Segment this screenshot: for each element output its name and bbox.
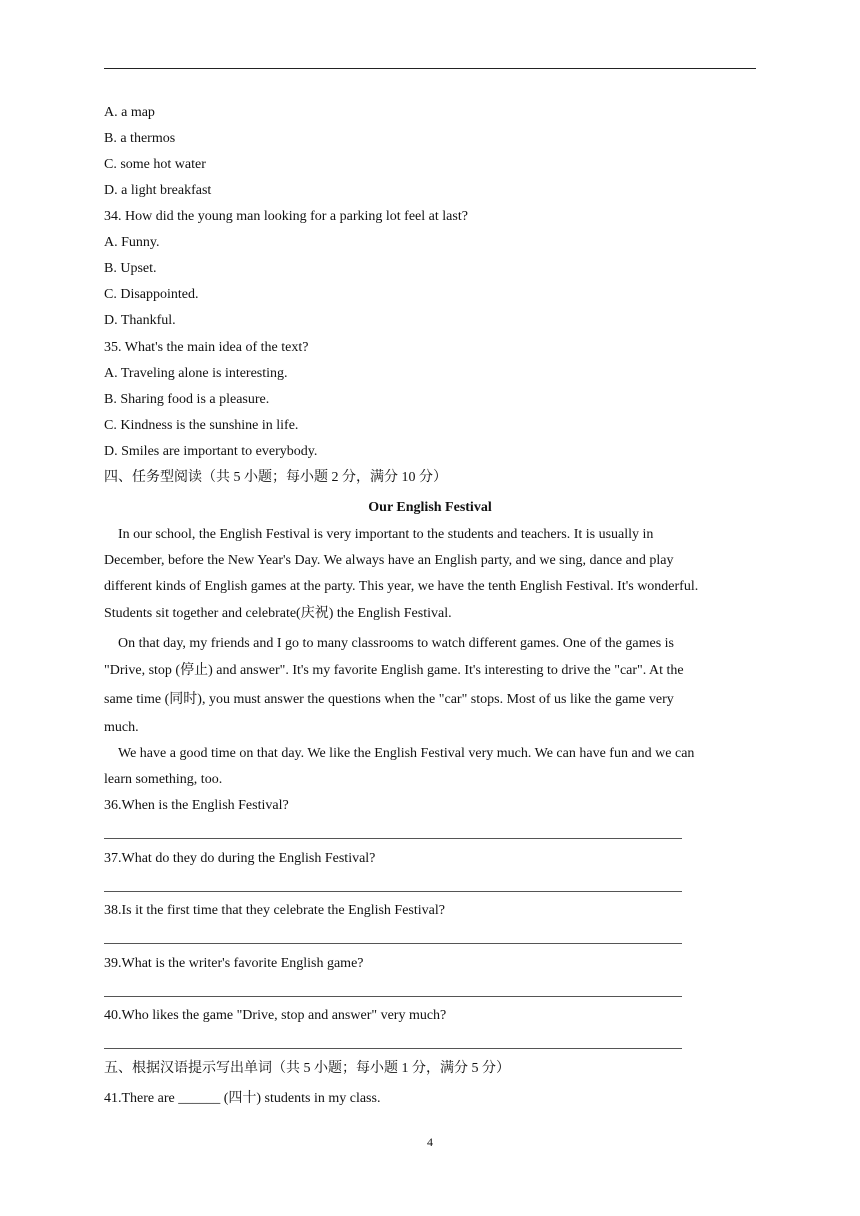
passage-title: Our English Festival: [368, 500, 492, 515]
paragraph-line: much.: [104, 720, 139, 735]
answer-line-36[interactable]: [104, 838, 682, 839]
question-41: 41.There are ______ (四十) students in my class.: [104, 1091, 381, 1106]
answer-line-39[interactable]: [104, 996, 682, 997]
q34-option-b: B. Upset.: [104, 261, 157, 276]
section-5-heading: 五、根据汉语提示写出单词（共 5 小题；每小题 1 分，满分 5 分）: [104, 1061, 510, 1076]
paragraph-line: December, before the New Year's Day. We always have an English party, and we sing, dance and play: [104, 553, 674, 568]
q35-option-b: B. Sharing food is a pleasure.: [104, 392, 270, 407]
question-37: 37.What do they do during the English Festival?: [104, 851, 376, 866]
paragraph-line: On that day, my friends and I go to many classrooms to watch different games. One of the games is: [118, 636, 674, 651]
question-39: 39.What is the writer's favorite English game?: [104, 956, 364, 971]
q34-question: 34. How did the young man looking for a parking lot feel at last?: [104, 209, 468, 224]
paragraph-line: learn something, too.: [104, 772, 223, 787]
answer-line-40[interactable]: [104, 1048, 682, 1049]
page-number: 4: [427, 1135, 433, 1149]
q33-option-d: D. a light breakfast: [104, 183, 212, 198]
q35-option-d: D. Smiles are important to everybody.: [104, 444, 318, 459]
paragraph-line: different kinds of English games at the party. This year, we have the tenth English Festival. It's wonderful.: [104, 579, 699, 594]
answer-line-38[interactable]: [104, 943, 682, 944]
paragraph-line: In our school, the English Festival is very important to the students and teachers. It is usually in: [118, 527, 654, 542]
q35-option-a: A. Traveling alone is interesting.: [104, 366, 288, 381]
paragraph-line: We have a good time on that day. We like the English Festival very much. We can have fun and we can: [118, 746, 695, 761]
question-38: 38.Is it the first time that they celebrate the English Festival?: [104, 903, 445, 918]
question-40: 40.Who likes the game "Drive, stop and answer" very much?: [104, 1008, 447, 1023]
paragraph-line: same time (同时), you must answer the questions when the "car" stops. Most of us like the game very: [104, 692, 674, 707]
q33-option-a: A. a map: [104, 105, 155, 120]
paragraph-line: Students sit together and celebrate(庆祝) the English Festival.: [104, 606, 452, 621]
q34-option-a: A. Funny.: [104, 235, 160, 250]
q34-option-d: D. Thankful.: [104, 313, 176, 328]
paragraph-line: "Drive, stop (停止) and answer". It's my favorite English game. It's interesting to drive the "car". At the: [104, 663, 684, 678]
answer-line-37[interactable]: [104, 891, 682, 892]
header-rule: [104, 68, 756, 69]
q33-option-c: C. some hot water: [104, 157, 206, 172]
q35-question: 35. What's the main idea of the text?: [104, 340, 309, 355]
q35-option-c: C. Kindness is the sunshine in life.: [104, 418, 299, 433]
q33-option-b: B. a thermos: [104, 131, 176, 146]
question-36: 36.When is the English Festival?: [104, 798, 289, 813]
section-4-heading: 四、任务型阅读（共 5 小题；每小题 2 分，满分 10 分）: [104, 470, 447, 485]
q34-option-c: C. Disappointed.: [104, 287, 199, 302]
